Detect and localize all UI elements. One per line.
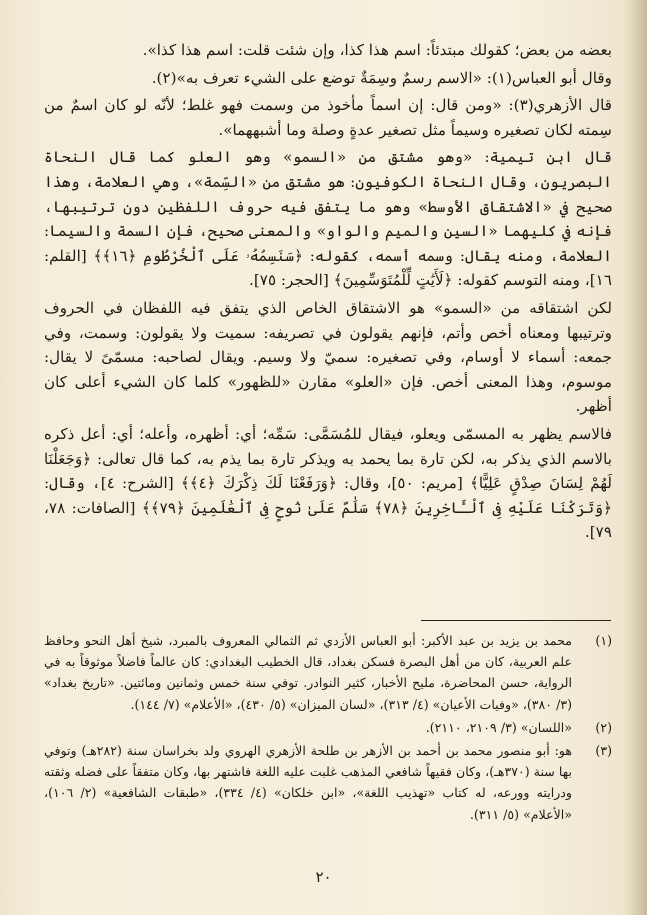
paragraph-6: فالاسم يظهر به المسمّى ويعلو، فيقال للمُسَمَّى: سَمِّه؛ أي: أظهره، وأعله؛ أي: أعل ذكره بالاسم الذي يذكر به، لكن تارة بما يحمد به ويذكر تارة بما يذم به، كما قال تعالى: ﴿وَجَعَلْنَا لَهُمْ لِسَانَ صِدْقٍ عَلِيًّا﴾ [مريم: ٥٠]، وقال: ﴿وَرَفَعْنَا لَكَ ذِكْرَكَ ﴿٤﴾﴾ [الشرح: ٤]، وقال: ﴿وَتَرَكْنَا عَلَيْهِ فِى ٱلْـَٔاخِرِينَ ﴿٧٨﴾ سَلَٰمٌ عَلَىٰ نُوحٍ فِى ٱلْعَٰلَمِينَ ﴿٧٩﴾﴾ [الصافات: ٧٨، ٧٩]. [44,424,612,542]
footnote-text: محمد بن يزيد بن عبد الأكبر: أبو العباس الأزدي ثم الثمالي المعروف بالمبرد، شيخ أهل النحو وحافظ علم العربية، كان من أهل البصرة فسكن بغداد، قال الخطيب البغدادي: كان عالماً فاضلاً موثوقاً به في الرواية، حسن المحاضرة، مليح الأخبار، كثير النوادر. توفي سنة خمس وثمانين ومائتين. «تاريخ بغداد» (٣/ ٣٨٠)، «وفيات الأعيان» (٤/ ٣١٣)، «لسان الميزان» (٥/ ٤٣٠)، «الأعلام» (٧/ ١٤٤). [44,633,572,712]
footnote-number: (٢) [595,719,612,735]
footnote-number: (٣) [595,743,612,759]
footnote-text: «اللسان» (٣/ ٢١٠٩، ٢١١٠). [425,719,572,735]
footnote-2 [44,717,612,738]
footnote-separator [421,620,611,621]
paragraph-1: بعضه من بعض؛ كقولك مبتدئاً: اسم هذا كذا، وإن شئت قلت: اسم هذا كذا». [142,41,612,59]
footnote-number: (١) [595,633,612,648]
main-text [44,38,612,548]
footnote-text: هو: أبو منصور محمد بن أحمد بن الأزهر بن طلحة الأزهري الهروي ولد بخراسان سنة (٢٨٢هـ) وتوفي بها سنة (٣٧٠هـ)، وكان فقيهاً شافعي المذهب غلبت عليه اللغة فاشتهر بها، وكان متفقاً على فضله وثقته ودرايته وورعه، له كتاب «تهذيب اللغة»، «ابن خلكان» (٤/ ٣٣٤)، «طبقات الشافعية» (٢/ ١٠٦)، «الأعلام» (٥/ ٣١١). [44,743,573,822]
page-gutter-shadow [629,0,647,915]
page-number: ٢٠ [315,868,332,886]
footnote-3 [44,740,612,825]
paragraph-3: قال الأزهري(٣): «ومن قال: إن اسماً مأخوذ من وسمت فهو غلط؛ لأنّه لو كان اسمٌ من سِمته لكان تصغيره وسيماً مثل تصغير عدةٍ وصلة وما أشبههما». [44,96,612,139]
footnotes [44,630,612,827]
paragraph-4: قال ابن تيمية: «وهو مشتق من «السمو» وهو العلو كما قال النحاة البصريون، وقال النحاة الكوفيون: هو مشتق من «السِّمة»، وهي العلامة، وهذا صحيح في «الاشتقاق الأوسط» وهو ما يتفق فيه حروف اللفظين دون ترتيبها، فإنه في كليهما «السين والميم والواو» والمعنى صحيح، فإن السمة والسيما: العلامة، ومنه يقال: وسمه أسمه، كقوله: ﴿سَنَسِمُهُۥ عَلَى ٱلْخُرْطُومِ ﴿١٦﴾﴾ [القلم: ١٦]، ومنه التوسم كقوله: ﴿لَأَيَٰتٍ لِّلْمُتَوَسِّمِينَ﴾ [الحجر: ٧٥]. [44,148,612,290]
footnote-1 [44,630,612,715]
paragraph-2: وقال أبو العباس(١): «الاسم رسمٌ وسِمَةٌ توضع على الشيء تعرف به»(٢). [151,68,612,87]
paragraph-5: لكن اشتقاقه من «السمو» هو الاشتقاق الخاص الذي يتفق فيه اللفظان في الحروف وترتيبها ومعناه أخص وأتم، فإنهم يقولون في تصريفه: سميت ولا يقولون: وسمت، وفي جمعه: أسماء لا أوسام، وفي تصغيره: سميّ ولا وسيم. ويقال لصاحبه: مسمّىً لا يقال: موسوم، وهذا المعنى أخص. فإن «العلو» مقارن «للظهور» كلما كان الشيء أعلى كان أظهر. [44,298,612,416]
